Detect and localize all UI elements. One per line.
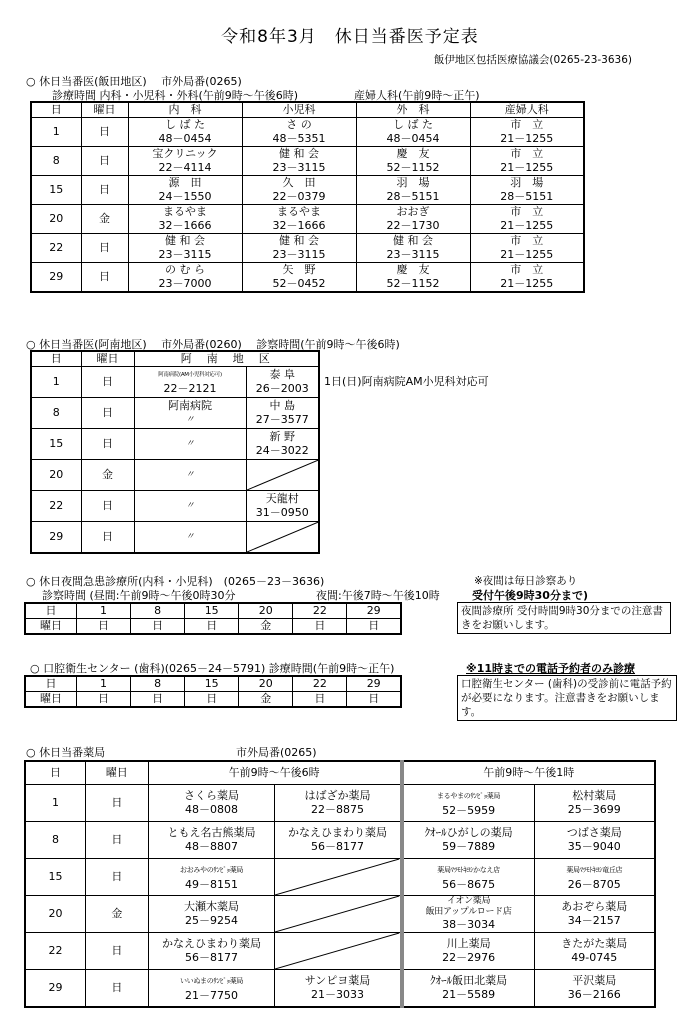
cell-line: 羽 場 [396, 176, 430, 189]
anan-hospital-cell [134, 398, 246, 429]
weekday-cell: 日 [81, 176, 128, 205]
night-clinic-reception: 受付午後9時30分まで) [472, 589, 588, 602]
weekday-cell: 日 [77, 692, 131, 708]
cell-line: し ば た [165, 118, 205, 131]
cell-line: 23－3115 [158, 248, 212, 261]
cell-line: 天龍村 [265, 492, 299, 505]
day-cell: 22 [293, 676, 347, 692]
day-cell: 15 [31, 429, 81, 460]
cell-line: 22－2976 [442, 951, 496, 964]
cell-line: 中 島 [269, 399, 295, 412]
iida-schedule-table [30, 101, 585, 293]
cell-line: 22－0379 [272, 190, 326, 203]
weekday-cell: 日 [347, 619, 401, 635]
clinic-cell [242, 118, 356, 147]
column-header: 産婦人科 [470, 102, 584, 118]
pharmacy-cell [148, 785, 275, 822]
weekday-cell: 日 [131, 692, 185, 708]
day-cell: 29 [31, 522, 81, 554]
pharmacy-cell [148, 822, 275, 859]
clinic-cell [470, 147, 584, 176]
cell-line: 21－1255 [500, 161, 554, 174]
cell-line: 25－3699 [567, 803, 621, 816]
dental-heading: ○ 口腔衛生センター (歯科)(0265－24－5791) 診療時間(午前9時～正午) [30, 662, 395, 675]
table-row [25, 859, 655, 896]
cell-line: 市 立 [510, 263, 544, 276]
cell-line: 市 立 [510, 118, 544, 131]
weekday-cell: 日 [81, 118, 128, 147]
clinic-cell [470, 205, 584, 234]
day-row [25, 603, 401, 619]
pharmacy-header-row [25, 761, 655, 785]
iida-header-row [31, 102, 584, 118]
diagonal-slash [275, 933, 399, 969]
cell-line: まるやまのｻﾝﾋﾟｮ薬局 [436, 792, 501, 800]
night-clinic-note-box: 夜間診療所 受付時間9時30分までの注意書きをお願いします。 [457, 602, 671, 634]
night-clinic-table [24, 602, 402, 635]
cell-line: 26－2003 [255, 382, 309, 395]
day-cell: 29 [31, 263, 81, 293]
dental-notice: ※11時までの電話予約者のみ診療 [466, 662, 636, 675]
night-clinic-hours-day: 診察時間 (昼間:午前9時～午後0時30分 [42, 589, 236, 602]
cell-line: 48－5351 [272, 132, 326, 145]
diagonal-slash [275, 896, 399, 932]
weekday-cell: 日 [293, 619, 347, 635]
clinic-cell [128, 263, 242, 293]
pharmacy-cell [402, 896, 535, 933]
weekday-cell: 日 [77, 619, 131, 635]
iida-hours-general: 診療時間 内科・小児科・外科(午前9時～午後6時) [52, 89, 299, 102]
cell-line: 大瀬木薬局 [184, 900, 240, 913]
cell-line: はばざか薬局 [304, 789, 371, 802]
cell-line: 22－8875 [310, 803, 364, 816]
row-label: 曜日 [25, 619, 77, 635]
table-row [31, 522, 319, 554]
anan-hospital-cell [134, 367, 246, 398]
pharmacy-cell [534, 970, 655, 1008]
pharmacy-cell [148, 896, 275, 933]
day-cell: 15 [31, 176, 81, 205]
cell-line: 23－3115 [272, 248, 326, 261]
weekday-cell: 日 [85, 785, 148, 822]
cell-line: まるやま [163, 205, 207, 218]
pharmacy-cell [402, 970, 535, 1008]
cell-line: 32－1666 [272, 219, 326, 232]
weekday-cell: 日 [81, 367, 134, 398]
cell-line: 52－1152 [386, 161, 440, 174]
weekday-row [25, 692, 401, 708]
table-row [25, 970, 655, 1008]
cell-line: 市 立 [510, 147, 544, 160]
cell-line: 慶 友 [396, 263, 430, 276]
pharmacy-cell [534, 933, 655, 970]
cell-line: つばさ薬局 [566, 826, 622, 839]
cell-line: 健 和 会 [165, 234, 205, 247]
clinic-cell [128, 205, 242, 234]
pharmacy-heading: ○ 休日当番薬局 [26, 746, 106, 759]
column-header: 午前9時～午後1時 [402, 761, 655, 785]
day-cell: 8 [131, 603, 185, 619]
pharmacy-cell [534, 896, 655, 933]
day-cell: 1 [77, 676, 131, 692]
day-cell: 20 [239, 603, 293, 619]
cell-line: 市 立 [510, 234, 544, 247]
table-row [31, 367, 319, 398]
table-row [31, 460, 319, 491]
clinic-cell [356, 263, 470, 293]
weekday-cell: 金 [239, 619, 293, 635]
cell-line: 羽 場 [510, 176, 544, 189]
weekday-cell: 日 [81, 491, 134, 522]
table-row [31, 398, 319, 429]
cell-line: 32－1666 [158, 219, 212, 232]
column-header: 曜日 [81, 102, 128, 118]
cell-line: 28－5151 [500, 190, 554, 203]
weekday-cell: 日 [185, 692, 239, 708]
cell-line: 薬局ﾏﾂﾓﾄｷﾖｼ竜丘店 [566, 866, 623, 874]
weekday-cell: 日 [85, 822, 148, 859]
column-header: 午前9時～午後6時 [148, 761, 401, 785]
cell-line: 飯田アップルロード店 [425, 907, 512, 917]
pharmacy-cell [148, 933, 275, 970]
clinic-cell [470, 234, 584, 263]
day-cell: 29 [25, 970, 85, 1008]
day-row [25, 676, 401, 692]
cell-line: し ば た [393, 118, 433, 131]
weekday-cell: 金 [85, 896, 148, 933]
weekday-cell: 日 [81, 522, 134, 554]
cell-line: 23－3115 [272, 161, 326, 174]
cell-line: 健 和 会 [279, 234, 319, 247]
cell-line: 35－9040 [567, 840, 621, 853]
weekday-cell: 日 [185, 619, 239, 635]
cell-line: ともえ名古熊薬局 [167, 826, 256, 839]
weekday-cell: 金 [81, 460, 134, 491]
cell-line: かなえひまわり薬局 [287, 826, 387, 839]
page-title: 令和8年3月 休日当番医予定表 [221, 27, 479, 47]
cell-line: さ の [286, 118, 312, 131]
cell-line: 〃 [185, 439, 195, 449]
cell-line: いいぬまのｻﾝﾋﾟｮ薬局 [179, 977, 244, 985]
table-row [31, 176, 584, 205]
cell-line: 48－0454 [386, 132, 440, 145]
cell-line: 21－1255 [500, 248, 554, 261]
cell-line: 48－0454 [158, 132, 212, 145]
cell-line: 21－1255 [500, 277, 554, 290]
clinic-cell [242, 205, 356, 234]
cell-line: 平沢薬局 [572, 974, 617, 987]
cell-line: 矢 野 [282, 263, 316, 276]
day-cell: 8 [25, 822, 85, 859]
cell-line: まるやま [277, 205, 321, 218]
cell-line: 21－7750 [185, 989, 239, 1002]
cell-line: 48－0808 [185, 803, 239, 816]
dental-table [24, 675, 402, 708]
cell-line: 48－8807 [185, 840, 239, 853]
cell-line: きたがた薬局 [561, 937, 628, 950]
clinic-cell [128, 176, 242, 205]
cell-line: の む ら [165, 263, 205, 276]
cell-line: 宝クリニック [152, 147, 218, 160]
day-cell: 15 [25, 859, 85, 896]
pharmacy-cell [534, 785, 655, 822]
pharmacy-cell [402, 785, 535, 822]
anan-header-row [31, 351, 319, 367]
pharmacy-cell [275, 933, 402, 970]
cell-line: 52－5959 [442, 804, 496, 817]
cell-line: イオン薬局 [446, 896, 491, 906]
anan-clinic-cell [246, 522, 319, 554]
cell-line: 〃 [185, 532, 195, 542]
day-cell: 20 [31, 205, 81, 234]
anan-clinic-cell [246, 460, 319, 491]
column-header: 日 [25, 761, 85, 785]
cell-line: 23－7000 [158, 277, 212, 290]
cell-line: あおぞら薬局 [561, 900, 628, 913]
day-cell: 15 [185, 603, 239, 619]
pharmacy-cell [275, 785, 402, 822]
day-cell: 29 [347, 676, 401, 692]
cell-line: 23－3115 [386, 248, 440, 261]
diagonal-slash [247, 460, 319, 490]
cell-line: 24－1550 [158, 190, 212, 203]
day-cell: 29 [347, 603, 401, 619]
table-row [31, 429, 319, 460]
clinic-cell [356, 205, 470, 234]
anan-schedule-table [30, 350, 320, 554]
table-row [25, 785, 655, 822]
cell-line: 阿南病院(AM小児科対応可) [158, 372, 222, 378]
day-cell: 22 [293, 603, 347, 619]
cell-line: 26－8705 [567, 878, 621, 891]
pharmacy-cell [275, 859, 402, 896]
clinic-cell [356, 147, 470, 176]
cell-line: サンピヨ薬局 [304, 974, 371, 987]
cell-line: ｸｵｰﾙひがしの薬局 [424, 826, 513, 839]
column-header: 内 科 [128, 102, 242, 118]
cell-line: 56－8675 [442, 878, 496, 891]
table-row [31, 205, 584, 234]
clinic-cell [470, 176, 584, 205]
cell-line: 21－3033 [310, 988, 364, 1001]
cell-line: 阿南病院 [168, 399, 212, 412]
cell-line: 健 和 会 [393, 234, 433, 247]
cell-line: 久 田 [282, 176, 316, 189]
weekday-cell: 金 [239, 692, 293, 708]
day-cell: 20 [25, 896, 85, 933]
table-row [31, 263, 584, 293]
cell-line: 28－5151 [386, 190, 440, 203]
day-cell: 22 [25, 933, 85, 970]
cell-line: おおぎ [396, 205, 430, 218]
column-header: 小児科 [242, 102, 356, 118]
cell-line: 源 田 [168, 176, 202, 189]
row-label: 日 [25, 676, 77, 692]
cell-line: 〃 [185, 470, 195, 480]
weekday-cell: 日 [85, 859, 148, 896]
cell-line: 21－1255 [500, 132, 554, 145]
cell-line: 健 和 会 [279, 147, 319, 160]
weekday-cell: 日 [85, 933, 148, 970]
cell-line: 27－3577 [255, 413, 309, 426]
anan-hospital-cell [134, 491, 246, 522]
day-cell: 8 [31, 398, 81, 429]
column-header: 日 [31, 102, 81, 118]
weekday-cell: 日 [81, 398, 134, 429]
clinic-cell [242, 234, 356, 263]
day-cell: 15 [185, 676, 239, 692]
table-row [25, 896, 655, 933]
clinic-cell [356, 234, 470, 263]
cell-line: 56－8177 [185, 951, 239, 964]
dental-note-box: 口腔衛生センター (歯科)の受診前に電話予約が必要になります。注意書きをお願いします。 [457, 675, 677, 721]
clinic-cell [356, 176, 470, 205]
anan-note: 1日(日)阿南病院AM小児科対応可 [324, 375, 489, 388]
cell-line: 49-0745 [571, 951, 618, 964]
cell-line: かなえひまわり薬局 [162, 937, 262, 950]
cell-line: 22－1730 [386, 219, 440, 232]
cell-line: 新 野 [269, 430, 295, 443]
night-clinic-hours-night: 夜間:午後7時～午後10時 [316, 589, 440, 602]
day-cell: 1 [31, 367, 81, 398]
organization-contact: 飯伊地区包括医療協議会(0265-23-3636) [433, 54, 632, 66]
anan-clinic-cell [246, 367, 319, 398]
anan-clinic-cell [246, 429, 319, 460]
pharmacy-cell [402, 859, 535, 896]
clinic-cell [128, 147, 242, 176]
pharmacy-cell [148, 970, 275, 1008]
cell-line: 24－3022 [255, 444, 309, 457]
table-row [31, 234, 584, 263]
table-row [31, 147, 584, 176]
clinic-cell [356, 118, 470, 147]
night-clinic-heading: ○ 休日夜間急患診療所(内科・小児科) (0265－23－3636) [26, 575, 325, 588]
table-row [25, 933, 655, 970]
clinic-cell [242, 176, 356, 205]
pharmacy-table [24, 760, 656, 1008]
anan-hospital-cell [134, 522, 246, 554]
cell-line: 38－3034 [442, 918, 496, 931]
cell-line: 59－7889 [442, 840, 496, 853]
diagonal-slash [247, 522, 319, 552]
pharmacy-cell [275, 822, 402, 859]
cell-line: 21－1255 [500, 219, 554, 232]
day-cell: 1 [31, 118, 81, 147]
cell-line: 49－8151 [185, 878, 239, 891]
table-row [31, 491, 319, 522]
day-cell: 1 [25, 785, 85, 822]
day-cell: 22 [31, 234, 81, 263]
weekday-cell: 日 [347, 692, 401, 708]
pharmacy-cell [534, 859, 655, 896]
pharmacy-area-code: 市外局番(0265) [236, 746, 317, 759]
weekday-row [25, 619, 401, 635]
cell-line: ｸｵｰﾙ飯田北薬局 [430, 974, 508, 987]
pharmacy-cell [148, 859, 275, 896]
cell-line: 松村薬局 [572, 789, 617, 802]
weekday-cell: 日 [131, 619, 185, 635]
clinic-cell [242, 147, 356, 176]
row-label: 日 [25, 603, 77, 619]
clinic-cell [470, 118, 584, 147]
diagonal-slash [275, 859, 399, 895]
cell-line: さくら薬局 [184, 789, 240, 802]
night-clinic-notice: ※夜間は毎日診察あり [474, 575, 578, 587]
cell-line: 56－8177 [310, 840, 364, 853]
day-cell: 1 [77, 603, 131, 619]
cell-line: 31－0950 [255, 506, 309, 519]
weekday-cell: 金 [81, 205, 128, 234]
day-cell: 20 [31, 460, 81, 491]
pharmacy-cell [402, 933, 535, 970]
iida-hours-obgyn: 産婦人科(午前9時～正午) [354, 89, 480, 102]
cell-line: 36－2166 [567, 988, 621, 1001]
day-cell: 8 [131, 676, 185, 692]
day-cell: 8 [31, 147, 81, 176]
day-cell: 22 [31, 491, 81, 522]
weekday-cell: 日 [293, 692, 347, 708]
weekday-cell: 日 [81, 263, 128, 293]
cell-line: 慶 友 [396, 147, 430, 160]
cell-line: 〃 [185, 501, 195, 511]
day-cell: 20 [239, 676, 293, 692]
pharmacy-cell [275, 896, 402, 933]
cell-line: 52－1152 [386, 277, 440, 290]
cell-line: 52－0452 [272, 277, 326, 290]
anan-clinic-cell [246, 398, 319, 429]
column-header: 曜日 [85, 761, 148, 785]
pharmacy-cell [402, 822, 535, 859]
column-header: 日 [31, 351, 81, 367]
weekday-cell: 日 [85, 970, 148, 1008]
cell-line: 22－4114 [158, 161, 212, 174]
cell-line: 薬局ﾏﾂﾓﾄｷﾖｼかなえ店 [437, 866, 500, 874]
anan-hospital-cell [134, 429, 246, 460]
cell-line: 25－9254 [185, 914, 239, 927]
clinic-cell [470, 263, 584, 293]
column-header: 阿 南 地 区 [134, 351, 319, 367]
clinic-cell [128, 234, 242, 263]
cell-line: おおみやのｻﾝﾋﾟｮ薬局 [179, 866, 244, 874]
table-row [25, 822, 655, 859]
clinic-cell [128, 118, 242, 147]
weekday-cell: 日 [81, 147, 128, 176]
cell-line: 川上薬局 [446, 937, 491, 950]
weekday-cell: 日 [81, 234, 128, 263]
column-header: 外 科 [356, 102, 470, 118]
cell-line: 泰 阜 [269, 368, 295, 381]
cell-line: 〃 [185, 415, 195, 425]
weekday-cell: 日 [81, 429, 134, 460]
pharmacy-cell [275, 970, 402, 1008]
anan-heading: ○ 休日当番医(阿南地区) 市外局番(0260) 診察時間(午前9時～午後6時) [26, 338, 400, 351]
row-label: 曜日 [25, 692, 77, 708]
anan-hospital-cell [134, 460, 246, 491]
cell-line: 市 立 [510, 205, 544, 218]
table-row [31, 118, 584, 147]
anan-clinic-cell [246, 491, 319, 522]
iida-heading: ○ 休日当番医(飯田地区) 市外局番(0265) [26, 75, 242, 88]
pharmacy-cell [534, 822, 655, 859]
cell-line: 22－2121 [163, 382, 217, 395]
column-header: 曜日 [81, 351, 134, 367]
clinic-cell [242, 263, 356, 293]
cell-line: 34－2157 [567, 914, 621, 927]
cell-line: 21－5589 [442, 988, 496, 1001]
